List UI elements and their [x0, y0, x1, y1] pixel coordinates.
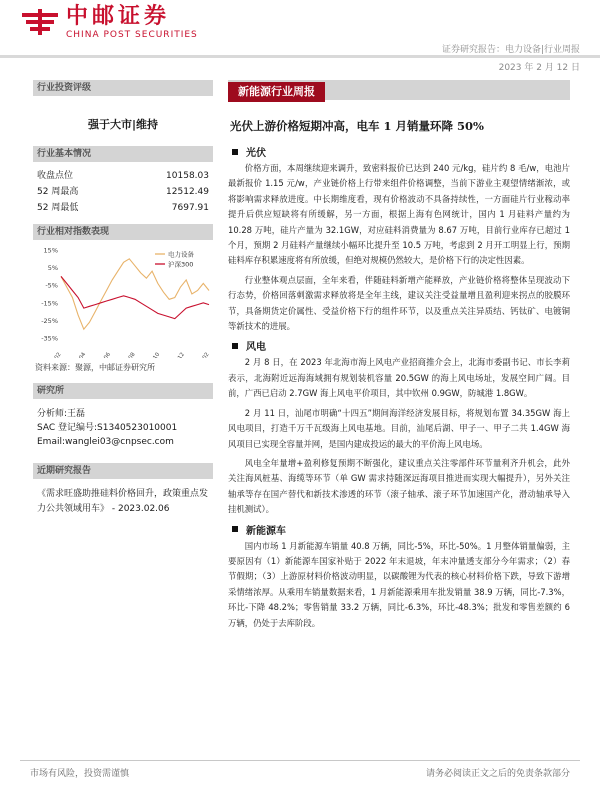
legend-label: 电力设备: [168, 250, 194, 259]
stat-label: 收盘点位: [37, 171, 74, 181]
x-tick-label: [119, 351, 137, 358]
paragraph: 2 月 11 日，汕尾市明确“十四五”期间海洋经济发展目标，将规划布置 34.35GW 海上风电项目，打造千万千瓦级海上风电基地。目前，汕尾后湖、甲子一、甲子二共 1.4GW 海风项目已实现全容量并网，是国内建成投运的最大的平价海上风电场。: [228, 407, 570, 449]
header-divider: [0, 55, 600, 58]
stat-label: 52 周最低: [37, 203, 79, 213]
basic-info-section-header: 行业基本情况: [33, 146, 213, 162]
bullet-square-icon: [232, 343, 238, 349]
analyst-email[interactable]: Email:wanglei03@cnpsec.com: [37, 437, 174, 447]
recent-reports-section-header: 近期研究报告: [33, 463, 213, 479]
x-tick-label: [193, 352, 211, 358]
footer-disclaimer-note: 请务必阅读正文之后的免责条款部分: [425, 769, 570, 779]
report-type-tag: 新能源行业周报: [228, 82, 325, 102]
x-tick-label: [143, 351, 161, 358]
series-line-0: [61, 259, 209, 329]
paragraph: 国内市场 1 月新能源车销量 40.8 万辆，同比-5%，环比-50%。1 月整体销量偏弱，主要原因有（1）新能源车国家补贴于 2022 年末退坡，年末冲量透支部分今年需求；（2）春节假期；（3）上游原材料价格波动明显，以碳酸锂为代表的核心材料价格下跌，导致下游增采情绪浓厚。从乘用车销量数据来看，1 月新能源乘用车批发销量 38.9 万辆，同比-7.3%，环比-下降 48.2%；零售销量 33.2 万辆，同比-6.3%，环比-48.3%；批发和零售差额约 6 万辆，仍处于去库阶段。: [228, 540, 570, 628]
rating-section-header: 行业投资评级: [33, 80, 213, 96]
chart-section-header: 行业相对指数表现: [33, 224, 213, 240]
analyst-name: 分析师:王磊: [37, 409, 86, 419]
y-tick-label: -5%: [45, 281, 58, 290]
stat-row: [33, 200, 213, 216]
bullet-square-icon: [232, 149, 238, 155]
left-sidebar: [33, 80, 213, 517]
report-date: 2023 年 2 月 12 日: [498, 63, 580, 73]
paragraph: 风电全年量增+盈利修复预期不断强化，建议重点关注零部件环节量利齐升机会，此外关注海风桩基、海缆等环节（单 GW 需求持随深远海项目推进而实现大幅提升），另外关注轴承等存在国产替代和新技术渗透的环节（滚子轴承、滚子环节加速国产化，滑动轴承导入挂机测试）。: [228, 457, 570, 515]
analyst-info: [33, 407, 213, 449]
relative-index-chart-svg: [33, 244, 213, 358]
recent-report-item[interactable]: 《需求旺盛助推硅料价格回升，政策重点发力公共领域用车》 - 2023.02.06: [37, 489, 209, 514]
paragraph: 2 月 8 日，在 2023 年北海市海上风电产业招商推介会上，北海市委副书记、市长李莉表示，北海附近远海海域拥有规划装机容量 20.5GW 的海上风电场址，发展空间广阔。目前，广西已启动 2.7GW 海上风电平价项目，其中钦州 0.9GW，防城港 1.8GW。: [228, 357, 570, 399]
x-tick-label: [45, 352, 63, 358]
section-heading-wind: 风电: [228, 338, 570, 353]
stats-table: [33, 168, 213, 216]
y-tick-label: -35%: [41, 334, 58, 343]
report-header: [0, 0, 600, 73]
paragraph: 价格方面，本周继续迎来调升，致密料报价已达到 240 元/kg，硅片约 8 毛/w，电池片最新报价 1.15 元/w，产业链价格上行带来组件价格调整，当前下游业主观望情绪渐浓，或将影响需求释放进度。中长期维度看，现有价格波动不具备持续性，一方面硅片行业稼动率提升后供应短缺将有所缓解，另一方面，根据上海有色网统计，国内 1 月硅料产量约为 10.28 万吨，硅片产量为 32.1GW，对应硅料消费量为 8.67 万吨，目前行业库存已超过 1 个月，预期 2 月硅料产量继续小幅环比提升至 10.5 万吨，考虑到 2 月开工明显上行，预期硅料库存积累速度将有所放缓，但绝对规模仍然较大，是价格下行的决定性因素。: [228, 163, 570, 266]
stat-row: [33, 168, 213, 184]
china-post-logo-icon: [20, 7, 60, 37]
x-tick-label: [168, 352, 186, 358]
y-tick-label: -25%: [41, 316, 58, 325]
chart-source-note: 资料来源：聚源，中邮证券研究所: [35, 363, 155, 372]
x-tick-label: [69, 351, 87, 358]
main-content: [228, 80, 570, 631]
stat-label: 52 周最高: [37, 187, 79, 197]
investment-rating: 强于大市|维持: [87, 118, 159, 131]
section-heading-nev: 新能源车: [228, 522, 570, 537]
legend-label: 沪深300: [168, 260, 194, 269]
paragraph: 行业整体观点层面，全年来看，伴随硅料新增产能释放，产业链价格将整体呈现波动下行态势，价格回落刺激需求释放将是全年主线，建议关注受益量增且盈利迎来拐点的胶膜环节，具备期货定价属性、受益价格下行的组件环节，以及重点关注异质结、钙钛矿、电镀铜等新技术的进展。: [228, 274, 570, 332]
section-heading-pv: 光伏: [228, 144, 570, 159]
stat-value: 7697.91: [171, 203, 209, 213]
report-type-bar: [228, 80, 570, 100]
logo-chinese-name: 中邮证券: [66, 4, 171, 29]
x-tick-label: [94, 351, 112, 358]
company-logo: [20, 4, 198, 40]
logo-english-name: CHINA POST SECURITIES: [66, 30, 198, 40]
footer-divider: [20, 760, 580, 761]
stat-row: [33, 184, 213, 200]
stat-value: 10158.03: [166, 171, 209, 181]
stat-value: 12512.49: [166, 187, 209, 197]
analyst-sac-number: SAC 登记编号:S1340523010001: [37, 423, 178, 433]
y-tick-label: 15%: [43, 246, 58, 255]
relative-index-chart: [33, 244, 213, 358]
report-title: 光伏上游价格短期冲高，电车 1 月销量环降 50%: [230, 119, 484, 133]
y-tick-label: -15%: [41, 299, 58, 308]
bullet-square-icon: [232, 526, 238, 532]
report-breadcrumb: 证券研究报告：电力设备|行业周报: [441, 45, 580, 55]
footer-risk-warning: 市场有风险，投资需谨慎: [30, 769, 130, 779]
research-section-header: 研究所: [33, 383, 213, 399]
y-tick-label: 5%: [47, 264, 58, 273]
